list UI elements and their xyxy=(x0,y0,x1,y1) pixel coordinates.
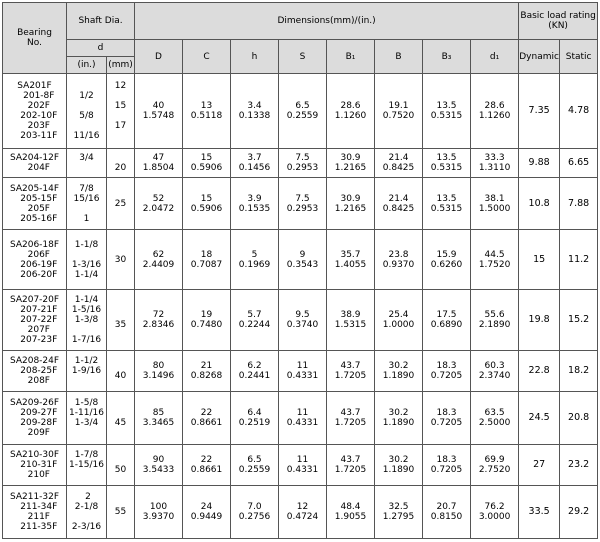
dim-cell: 13.5 0.5315 xyxy=(423,74,471,149)
dynamic-header: Dynamic xyxy=(519,40,560,74)
dim-cell: 80 3.1496 xyxy=(135,351,183,392)
dim-cell: 22 0.8661 xyxy=(183,445,231,486)
static-load-cell: 6.65 xyxy=(560,149,598,178)
dim-cell: 69.9 2.7520 xyxy=(471,445,519,486)
dim-cell: 19 0.7480 xyxy=(183,290,231,351)
bearing-number-cell: SA208-24F 208-25F 208F xyxy=(3,351,67,392)
dim-cell: 48.4 1.9055 xyxy=(327,485,375,538)
shaft-inch-cell: 1/2 5/8 11/16 xyxy=(67,74,107,149)
shaft-inch-cell: 1-5/8 1-11/16 1-3/4 xyxy=(67,392,107,445)
dim-cell: 3.4 0.1338 xyxy=(231,74,279,149)
static-header: Static xyxy=(560,40,598,74)
dim-cell: 20.7 0.8150 xyxy=(423,485,471,538)
dynamic-load-cell: 10.8 xyxy=(519,178,560,230)
static-load-cell: 7.88 xyxy=(560,178,598,230)
static-load-cell: 11.2 xyxy=(560,230,598,290)
dim-cell: 38.9 1.5315 xyxy=(327,290,375,351)
table-row xyxy=(3,445,598,486)
dim-cell: 28.6 1.1260 xyxy=(327,74,375,149)
dim-cell: 5.7 0.2244 xyxy=(231,290,279,351)
static-load-cell: 20.8 xyxy=(560,392,598,445)
dim-header-B1: B₁ xyxy=(327,40,375,74)
dim-header-B: B xyxy=(375,40,423,74)
dim-cell: 63.5 2.5000 xyxy=(471,392,519,445)
dim-header-S: S xyxy=(279,40,327,74)
bearing-number-cell: SA207-20F 207-21F 207-22F 207F 207-23F xyxy=(3,290,67,351)
dimensions-header: Dimensions(mm)/(in.) xyxy=(135,3,519,40)
dim-cell: 62 2.4409 xyxy=(135,230,183,290)
dim-cell: 12 0.4724 xyxy=(279,485,327,538)
shaft-mm-cell: 30 xyxy=(107,230,135,290)
mm-unit-header: (mm) xyxy=(107,57,135,74)
dim-cell: 3.9 0.1535 xyxy=(231,178,279,230)
static-load-cell: 15.2 xyxy=(560,290,598,351)
dim-cell: 100 3.9370 xyxy=(135,485,183,538)
dim-header-D: D xyxy=(135,40,183,74)
dim-cell: 43.7 1.7205 xyxy=(327,351,375,392)
dim-cell: 6.5 0.2559 xyxy=(279,74,327,149)
dim-cell: 25.4 1.0000 xyxy=(375,290,423,351)
dim-cell: 18 0.7087 xyxy=(183,230,231,290)
shaft-mm-cell: 20 xyxy=(107,149,135,178)
dim-cell: 9.5 0.3740 xyxy=(279,290,327,351)
dim-cell: 9 0.3543 xyxy=(279,230,327,290)
dim-cell: 30.2 1.1890 xyxy=(375,392,423,445)
table-body xyxy=(3,74,598,539)
bearing-number-cell: SA210-30F 210-31F 210F xyxy=(3,445,67,486)
table-row xyxy=(3,149,598,178)
dim-cell: 38.1 1.5000 xyxy=(471,178,519,230)
bearing-number-cell: SA204-12F 204F xyxy=(3,149,67,178)
dim-cell: 11 0.4331 xyxy=(279,445,327,486)
shaft-inch-cell: 1-7/8 1-15/16 xyxy=(67,445,107,486)
dim-cell: 18.3 0.7205 xyxy=(423,351,471,392)
dim-cell: 30.9 1.2165 xyxy=(327,178,375,230)
dim-cell: 90 3.5433 xyxy=(135,445,183,486)
dynamic-load-cell: 7.35 xyxy=(519,74,560,149)
dim-cell: 21.4 0.8425 xyxy=(375,149,423,178)
dim-cell: 28.6 1.1260 xyxy=(471,74,519,149)
dim-header-d1: d₁ xyxy=(471,40,519,74)
dim-cell: 21.4 0.8425 xyxy=(375,178,423,230)
dim-cell: 23.8 0.9370 xyxy=(375,230,423,290)
shaft-dia-header: Shaft Dia. xyxy=(67,3,135,40)
bearing-number-cell: SA201F 201-8F 202F 202-10F 203F 203-11F xyxy=(3,74,67,149)
dim-header-h: h xyxy=(231,40,279,74)
dim-cell: 30.2 1.1890 xyxy=(375,351,423,392)
shaft-mm-cell: 45 xyxy=(107,392,135,445)
shaft-mm-cell: 50 xyxy=(107,445,135,486)
dim-cell: 6.2 0.2441 xyxy=(231,351,279,392)
dim-cell: 55.6 2.1890 xyxy=(471,290,519,351)
dim-cell: 32.5 1.2795 xyxy=(375,485,423,538)
dim-cell: 13.5 0.5315 xyxy=(423,149,471,178)
bearing-spec-table xyxy=(2,2,598,539)
dim-cell: 7.5 0.2953 xyxy=(279,178,327,230)
dim-cell: 60.3 2.3740 xyxy=(471,351,519,392)
dim-cell: 13.5 0.5315 xyxy=(423,178,471,230)
dim-cell: 17.5 0.6890 xyxy=(423,290,471,351)
bearing-number-cell: SA205-14F 205-15F 205F 205-16F xyxy=(3,178,67,230)
table-row xyxy=(3,74,598,149)
dim-cell: 44.5 1.7520 xyxy=(471,230,519,290)
dynamic-load-cell: 15 xyxy=(519,230,560,290)
table-row xyxy=(3,230,598,290)
bearing-number-cell: SA209-26F 209-27F 209-28F 209F xyxy=(3,392,67,445)
static-load-cell: 29.2 xyxy=(560,485,598,538)
shaft-inch-cell: 1-1/8 1-3/16 1-1/4 xyxy=(67,230,107,290)
shaft-mm-cell: 35 xyxy=(107,290,135,351)
dynamic-load-cell: 19.8 xyxy=(519,290,560,351)
dim-cell: 18.3 0.7205 xyxy=(423,392,471,445)
table-row xyxy=(3,178,598,230)
dim-header-C: C xyxy=(183,40,231,74)
dim-cell: 15 0.5906 xyxy=(183,178,231,230)
dim-cell: 19.1 0.7520 xyxy=(375,74,423,149)
dim-cell: 7.5 0.2953 xyxy=(279,149,327,178)
dim-cell: 24 0.9449 xyxy=(183,485,231,538)
dim-cell: 30.2 1.1890 xyxy=(375,445,423,486)
dynamic-load-cell: 9.88 xyxy=(519,149,560,178)
dim-cell: 11 0.4331 xyxy=(279,392,327,445)
dynamic-load-cell: 33.5 xyxy=(519,485,560,538)
dim-cell: 15.9 0.6260 xyxy=(423,230,471,290)
shaft-mm-cell: 55 xyxy=(107,485,135,538)
dim-cell: 6.4 0.2519 xyxy=(231,392,279,445)
dim-cell: 43.7 1.7205 xyxy=(327,392,375,445)
shaft-mm-cell: 25 xyxy=(107,178,135,230)
basic-load-rating-header: Basic load rating (KN) xyxy=(519,3,598,40)
dim-cell: 7.0 0.2756 xyxy=(231,485,279,538)
shaft-inch-cell: 7/8 15/16 1 xyxy=(67,178,107,230)
dim-cell: 22 0.8661 xyxy=(183,392,231,445)
inch-unit-header: (in.) xyxy=(67,57,107,74)
shaft-inch-cell: 2 2-1/8 2-3/16 xyxy=(67,485,107,538)
dim-cell: 43.7 1.7205 xyxy=(327,445,375,486)
shaft-mm-cell: 40 xyxy=(107,351,135,392)
dim-cell: 35.7 1.4055 xyxy=(327,230,375,290)
shaft-inch-cell: 1-1/2 1-9/16 xyxy=(67,351,107,392)
bearing-number-cell: SA206-18F 206F 206-19F 206-20F xyxy=(3,230,67,290)
dynamic-load-cell: 22.8 xyxy=(519,351,560,392)
d-header: d xyxy=(67,40,135,57)
table-header xyxy=(3,3,598,74)
dim-cell: 85 3.3465 xyxy=(135,392,183,445)
static-load-cell: 23.2 xyxy=(560,445,598,486)
dim-cell: 5 0.1969 xyxy=(231,230,279,290)
dim-cell: 6.5 0.2559 xyxy=(231,445,279,486)
static-load-cell: 4.78 xyxy=(560,74,598,149)
dim-cell: 72 2.8346 xyxy=(135,290,183,351)
bearing-no-header: Bearing No. xyxy=(3,3,67,74)
table-row xyxy=(3,392,598,445)
shaft-inch-cell: 1-1/4 1-5/16 1-3/8 1-7/16 xyxy=(67,290,107,351)
shaft-inch-cell: 3/4 xyxy=(67,149,107,178)
dim-cell: 30.9 1.2165 xyxy=(327,149,375,178)
dim-cell: 47 1.8504 xyxy=(135,149,183,178)
dim-cell: 15 0.5906 xyxy=(183,149,231,178)
dim-cell: 52 2.0472 xyxy=(135,178,183,230)
dim-cell: 3.7 0.1456 xyxy=(231,149,279,178)
dim-cell: 21 0.8268 xyxy=(183,351,231,392)
table-row xyxy=(3,290,598,351)
table-row xyxy=(3,485,598,538)
static-load-cell: 18.2 xyxy=(560,351,598,392)
dim-header-B3: B₃ xyxy=(423,40,471,74)
bearing-number-cell: SA211-32F 211-34F 211F 211-35F xyxy=(3,485,67,538)
dim-cell: 33.3 1.3110 xyxy=(471,149,519,178)
shaft-mm-cell: 12 15 17 xyxy=(107,74,135,149)
dim-cell: 40 1.5748 xyxy=(135,74,183,149)
dynamic-load-cell: 24.5 xyxy=(519,392,560,445)
dim-cell: 76.2 3.0000 xyxy=(471,485,519,538)
table-row xyxy=(3,351,598,392)
dim-cell: 13 0.5118 xyxy=(183,74,231,149)
dynamic-load-cell: 27 xyxy=(519,445,560,486)
dim-cell: 11 0.4331 xyxy=(279,351,327,392)
dim-cell: 18.3 0.7205 xyxy=(423,445,471,486)
